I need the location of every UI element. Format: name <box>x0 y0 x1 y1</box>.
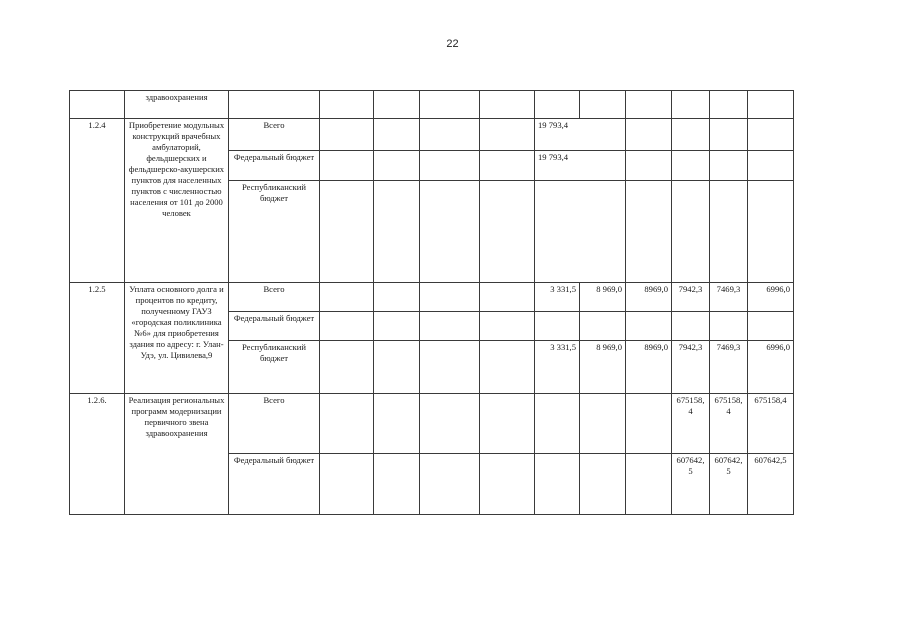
cell-name: здравоохранения <box>125 91 229 119</box>
cell-num: 1.2.5 <box>70 283 125 394</box>
cell-value: 6996,0 <box>748 283 794 312</box>
cell-source: Федеральный бюджет <box>229 454 320 515</box>
cell-value: 19 793,4 <box>535 151 626 181</box>
cell-value: 675158,4 <box>748 394 794 454</box>
cell-source: Всего <box>229 283 320 312</box>
cell-value: 7942,3 <box>672 341 710 394</box>
cell-value: 675158,4 <box>672 394 710 454</box>
cell-value: 8 969,0 <box>580 341 626 394</box>
table-row-1-2-6-total <box>70 394 794 454</box>
cell-value: 6996,0 <box>748 341 794 394</box>
cell-name: Реализация региональных программ модернизации первичного звена здравоохранения <box>125 394 229 515</box>
cell-value: 3 331,5 <box>535 341 580 394</box>
cell-value: 7469,3 <box>710 283 748 312</box>
cell-name: Уплата основного долга и процентов по кредиту, полученному ГАУЗ «городская поликлиника №6» для приобретения здания по адресу: г. Улан-Удэ, ул. Цивилева,9 <box>125 283 229 394</box>
cell-source: Всего <box>229 119 320 151</box>
cell-source: Федеральный бюджет <box>229 151 320 181</box>
table-row-1-2-5-total <box>70 283 794 312</box>
cell-value: 607642,5 <box>672 454 710 515</box>
cell-source: Республиканский бюджет <box>229 341 320 394</box>
cell-value: 3 331,5 <box>535 283 580 312</box>
cell-num: 1.2.6. <box>70 394 125 515</box>
cell-name: Приобретение модульных конструкций врачебных амбулаторий, фельдшерских и фельдшерско-акушерских пунктов для населенных пунктов с численностью населения от 101 до 2000 человек <box>125 119 229 283</box>
cell-value: 7469,3 <box>710 341 748 394</box>
cell-source: Всего <box>229 394 320 454</box>
cell-value: 8 969,0 <box>580 283 626 312</box>
cell-source: Республиканский бюджет <box>229 181 320 283</box>
cell-value: 675158,4 <box>710 394 748 454</box>
cell-source: Федеральный бюджет <box>229 312 320 341</box>
page-number: 22 <box>446 38 459 50</box>
cell-value: 19 793,4 <box>535 119 626 151</box>
table-row-continuation <box>70 91 794 119</box>
cell-value: 8969,0 <box>626 283 672 312</box>
cell-num: 1.2.4 <box>70 119 125 283</box>
cell-value: 8969,0 <box>626 341 672 394</box>
budget-table <box>69 90 794 515</box>
cell-value: 607642,5 <box>710 454 748 515</box>
cell-value: 7942,3 <box>672 283 710 312</box>
cell-num <box>70 91 125 119</box>
cell-value: 607642,5 <box>748 454 794 515</box>
table-row-1-2-4-total <box>70 119 794 151</box>
